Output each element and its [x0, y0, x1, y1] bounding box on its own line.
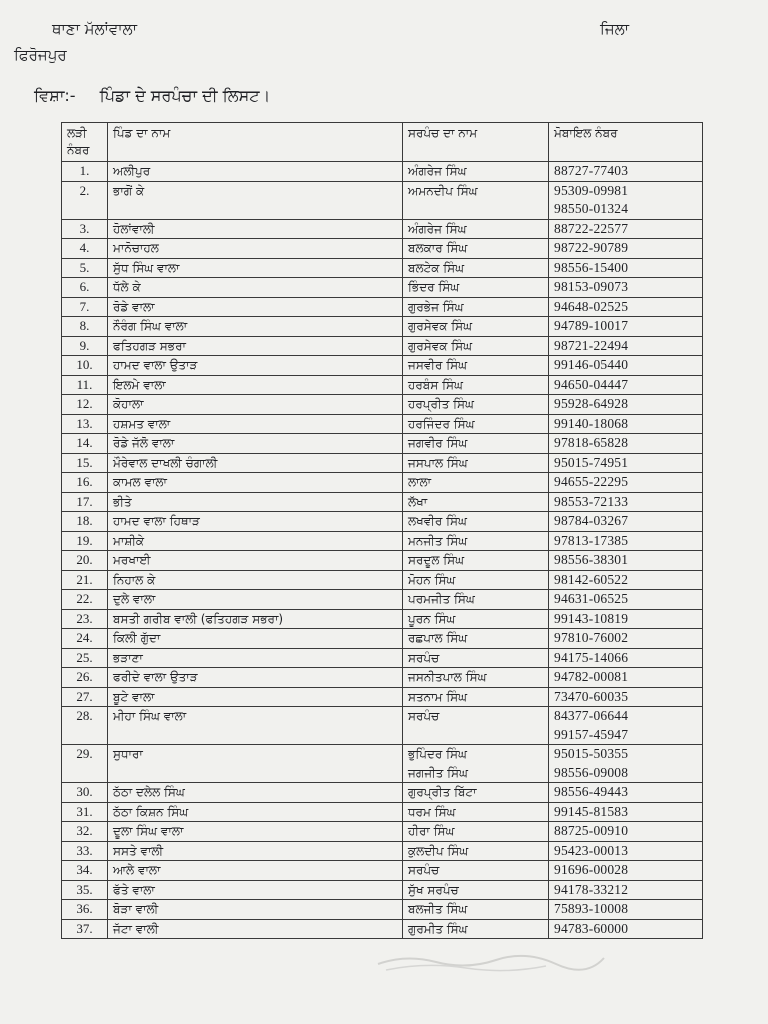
sarpanch-cell [403, 648, 549, 668]
sarpanch-cell [403, 356, 549, 376]
mobile-number: 99146-05440 [554, 357, 629, 372]
serial-cell: 10. [62, 356, 108, 376]
sarpanch-name: ਗੁਰਸੇਵਕ ਸਿੰਘ [408, 338, 473, 353]
serial-cell: 1. [62, 162, 108, 182]
sarpanch-cell [403, 802, 549, 822]
sarpanch-name: ਜਸਵੀਰ ਸਿੰਘ [408, 358, 467, 372]
sarpanch-cell [403, 453, 549, 473]
serial-cell: 9. [62, 336, 108, 356]
mobile-number: 88722-22577 [554, 220, 629, 236]
sarpanch-cell [403, 219, 549, 239]
serial-cell: 35. [62, 880, 108, 900]
sarpanch-name: ਸੁੱਖ ਸਰਪੰਚ [408, 882, 459, 897]
mobile-cell [549, 861, 703, 881]
sarpanch-name: ਭਿੰਦਰ ਸਿੰਘ [408, 280, 460, 294]
sarpanch-name: ਹਰਪ੍ਰੀਤ ਸਿੰਘ [408, 397, 474, 411]
village-cell: ਧੱਲੇ ਕੇ [108, 278, 403, 298]
subject-line [34, 86, 270, 106]
mobile-number: 75893-10008 [554, 901, 629, 916]
table-row [62, 861, 703, 881]
mobile-cell [549, 880, 703, 900]
sarpanch-cell [403, 278, 549, 298]
table-row [62, 687, 703, 707]
village-cell: ਇਲਮੇ ਵਾਲਾ [108, 375, 403, 395]
mobile-cell [549, 668, 703, 688]
subject-text: ਪਿੰਡਾ ਦੇ ਸਰਪੰਚਾ ਦੀ ਲਿਸਟ। [99, 86, 271, 105]
sarpanch-name: ਮੋਹਨ ਸਿੰਘ [408, 572, 456, 587]
mobile-number: 91696-00028 [554, 862, 629, 877]
mobile-cell [549, 609, 703, 629]
mobile-number: 94631-06525 [554, 591, 629, 606]
serial-cell: 28. [62, 707, 108, 745]
sarpanch-name: ਸਰਪੰਚ [408, 863, 440, 877]
mobile-cell [549, 239, 703, 259]
mobile-cell [549, 707, 703, 745]
mobile-cell [549, 900, 703, 920]
sarpanch-name: ਸਰਦੂਲ ਸਿੰਘ [408, 553, 465, 567]
sarpanch-name: ਹੀਰਾ ਸਿੰਘ [408, 824, 455, 838]
sarpanch-name: ਧਰਮ ਸਿੰਘ [408, 804, 456, 819]
village-cell: ਠੱਠਾ ਕਿਸ਼ਨ ਸਿੰਘ [108, 802, 403, 822]
table-row [62, 356, 703, 376]
sarpanch-name: ਬਲਜੀਤ ਸਿੰਘ [408, 902, 468, 916]
sarpanch-name: ਗੁਰਭੇਜ ਸਿੰਘ [408, 299, 464, 314]
mobile-number: 98722-90789 [554, 240, 629, 255]
village-cell: ਫੱਤੇ ਵਾਲਾ [108, 880, 403, 900]
table-row [62, 414, 703, 434]
village-cell: ਬਸਤੀ ਗਰੀਬ ਵਾਲੀ (ਫਤਿਹਗੜ ਸਭਰਾ) [108, 609, 403, 629]
sarpanch-cell [403, 551, 549, 571]
table-row [62, 239, 703, 259]
mobile-number: 94783-60000 [554, 920, 629, 936]
serial-cell: 22. [62, 590, 108, 610]
village-cell: ਹਸ਼ਮਤ ਵਾਲਾ [108, 414, 403, 434]
sarpanch-cell [403, 919, 549, 939]
mobile-number: 97813-17385 [554, 532, 629, 548]
table-body [62, 162, 703, 939]
column-header-village: ਪਿੰਡ ਦਾ ਨਾਮ [108, 123, 403, 162]
village-cell: ਠੱਠਾ ਦਲੇਲ ਸਿੰਘ [108, 783, 403, 803]
mobile-number: 88725-00910 [554, 823, 629, 838]
mobile-number: 98556-09008 [554, 764, 629, 780]
mobile-number: 98550-01324 [554, 201, 629, 216]
table-row [62, 668, 703, 688]
serial-cell: 14. [62, 434, 108, 454]
sarpanch-cell [403, 434, 549, 454]
sarpanch-cell [403, 861, 549, 881]
sarpanch-name: ਮਨਜੀਤ ਸਿੰਘ [408, 533, 468, 548]
table-row [62, 278, 703, 298]
sarpanch-cell [403, 629, 549, 649]
column-header-sarpanch: ਸਰਪੰਚ ਦਾ ਨਾਮ [403, 123, 549, 162]
sarpanch-name: ਸਰਪੰਚ [408, 650, 440, 665]
serial-cell: 31. [62, 802, 108, 822]
serial-cell: 20. [62, 551, 108, 571]
serial-cell: 36. [62, 900, 108, 920]
mobile-number: 95928-64928 [554, 396, 629, 411]
table-row [62, 822, 703, 842]
mobile-cell [549, 414, 703, 434]
sarpanch-name: ਲੱਖਾ [408, 494, 428, 509]
district-label: ਜਿਲਾ [600, 20, 630, 38]
sarpanch-cell [403, 707, 549, 745]
table-row [62, 919, 703, 939]
serial-cell: 27. [62, 687, 108, 707]
sarpanch-name: ਰਛਪਾਲ ਸਿੰਘ [408, 631, 468, 645]
table-row [62, 219, 703, 239]
village-cell: ਹਾਮਦ ਵਾਲਾ ਉਤਾੜ [108, 356, 403, 376]
village-cell: ਕਾਮਲ ਵਾਲਾ [108, 473, 403, 493]
serial-cell: 23. [62, 609, 108, 629]
mobile-number: 73470-60035 [554, 688, 629, 704]
village-cell: ਸੁੱਧ ਸਿੰਘ ਵਾਲਾ [108, 258, 403, 278]
serial-cell: 4. [62, 239, 108, 259]
serial-cell: 26. [62, 668, 108, 688]
mobile-cell [549, 297, 703, 317]
serial-cell: 8. [62, 317, 108, 337]
village-cell: ਨੌਰੰਗ ਸਿੰਘ ਵਾਲਾ [108, 317, 403, 337]
mobile-cell [549, 512, 703, 532]
table-row [62, 802, 703, 822]
sarpanch-cell [403, 512, 549, 532]
sarpanch-cell [403, 162, 549, 182]
sarpanch-name: ਜਗਵੀਰ ਸਿੰਘ [408, 436, 468, 450]
mobile-cell [549, 745, 703, 783]
village-cell: ਭਾਗੋਂ ਕੇ [108, 181, 403, 219]
sarpanch-name: ਸਤਨਾਮ ਸਿੰਘ [408, 689, 468, 704]
village-cell: ਰੋਡੇ ਵਾਲਾ [108, 297, 403, 317]
sarpanch-cell [403, 570, 549, 590]
table-row [62, 551, 703, 571]
sarpanch-cell [403, 687, 549, 707]
column-header-serial: ਲੜੀ ਨੰਬਰ [62, 123, 108, 162]
sarpanch-cell [403, 473, 549, 493]
village-cell: ਦੂਲਾ ਸਿੰਘ ਵਾਲਾ [108, 822, 403, 842]
mobile-number: 95423-00013 [554, 842, 629, 858]
village-cell: ਕੋਹਾਲਾ [108, 395, 403, 415]
mobile-number: 98721-22494 [554, 337, 629, 353]
mobile-cell [549, 492, 703, 512]
mobile-number: 95015-74951 [554, 454, 629, 470]
mobile-number: 94655-22295 [554, 474, 629, 489]
column-header-mobile: ਮੋਬਾਇਲ ਨੰਬਰ [549, 123, 703, 162]
village-cell: ਫਤਿਹਗੜ ਸਭਰਾ [108, 336, 403, 356]
mobile-number: 94650-04447 [554, 376, 629, 392]
mobile-cell [549, 919, 703, 939]
village-cell: ਮਾਨੋਚਾਹਲ [108, 239, 403, 259]
serial-cell: 32. [62, 822, 108, 842]
village-cell: ਆਲੇ ਵਾਲਾ [108, 861, 403, 881]
mobile-number: 95309-09981 [554, 182, 629, 198]
mobile-cell [549, 531, 703, 551]
village-cell: ਸਸਤੇ ਵਾਲੀ [108, 841, 403, 861]
mobile-number: 88727-77403 [554, 163, 629, 178]
village-cell: ਮਾਸ਼ੀਕੇ [108, 531, 403, 551]
village-cell: ਮੌਰੇਵਾਲ ਦਾਖਲੀ ਚੰਗਾਲੀ [108, 453, 403, 473]
sarpanch-name: ਪਰਮਜੀਤ ਸਿੰਘ [408, 592, 475, 606]
table-row [62, 783, 703, 803]
table-row [62, 473, 703, 493]
mobile-cell [549, 802, 703, 822]
mobile-cell [549, 375, 703, 395]
table-row [62, 453, 703, 473]
serial-cell: 21. [62, 570, 108, 590]
mobile-number: 98153-09073 [554, 279, 629, 294]
sarpanch-cell [403, 492, 549, 512]
table-row [62, 512, 703, 532]
sarpanch-name: ਲਾਲਾ [408, 475, 432, 489]
mobile-number: 99143-10819 [554, 610, 629, 626]
mobile-number: 94175-14066 [554, 649, 629, 665]
village-cell: ਬੋੜਾ ਵਾਲੀ [108, 900, 403, 920]
village-cell: ਕਿਲੀ ਗੁੱਦਾ [108, 629, 403, 649]
serial-cell: 30. [62, 783, 108, 803]
table-row [62, 162, 703, 182]
table-row [62, 336, 703, 356]
serial-cell: 5. [62, 258, 108, 278]
mobile-cell [549, 317, 703, 337]
mobile-number: 99145-81583 [554, 803, 629, 819]
serial-cell: 7. [62, 297, 108, 317]
sarpanch-cell [403, 900, 549, 920]
district-name: ਫਿਰੋਜਪੁਰ [14, 46, 67, 64]
serial-cell: 2. [62, 181, 108, 219]
sarpanch-name: ਜਗਜੀਤ ਸਿੰਘ [408, 765, 468, 780]
sarpanch-cell [403, 239, 549, 259]
sarpanch-cell [403, 395, 549, 415]
sarpanch-cell [403, 745, 549, 783]
subject-label: ਵਿਸ਼ਾ:- [34, 86, 76, 105]
village-cell: ਮੀਹਾ ਸਿੰਘ ਵਾਲਾ [108, 707, 403, 745]
sarpanch-name: ਗੁਰਮੀਤ ਸਿੰਘ [408, 921, 468, 936]
serial-cell: 33. [62, 841, 108, 861]
sarpanch-cell [403, 414, 549, 434]
table-row [62, 900, 703, 920]
table-row [62, 570, 703, 590]
table-row [62, 590, 703, 610]
mobile-cell [549, 395, 703, 415]
mobile-cell [549, 181, 703, 219]
serial-cell: 24. [62, 629, 108, 649]
mobile-cell [549, 336, 703, 356]
mobile-number: 98553-72133 [554, 493, 629, 509]
sarpanch-name: ਅੰਗਰੇਜ ਸਿੰਘ [408, 164, 467, 178]
mobile-cell [549, 841, 703, 861]
sarpanch-table [61, 122, 703, 939]
table-row [62, 531, 703, 551]
serial-cell: 17. [62, 492, 108, 512]
sarpanch-cell [403, 880, 549, 900]
table-row [62, 609, 703, 629]
serial-cell: 18. [62, 512, 108, 532]
village-cell: ਹੋਲਾਂਵਾਲੀ [108, 219, 403, 239]
mobile-number: 98784-03267 [554, 513, 629, 528]
sarpanch-cell [403, 668, 549, 688]
mobile-cell [549, 570, 703, 590]
mobile-number: 95015-50355 [554, 746, 629, 761]
serial-cell: 11. [62, 375, 108, 395]
mobile-number: 97818-65828 [554, 435, 629, 450]
sarpanch-name: ਜਸਨੀਤਪਾਲ ਸਿੰਘ [408, 670, 487, 684]
village-cell: ਫਰੀਦੇ ਵਾਲਾ ਉਤਾੜ [108, 668, 403, 688]
table-row [62, 841, 703, 861]
mobile-cell [549, 162, 703, 182]
sarpanch-cell [403, 258, 549, 278]
mobile-cell [549, 434, 703, 454]
serial-cell: 16. [62, 473, 108, 493]
mobile-cell [549, 258, 703, 278]
serial-cell: 3. [62, 219, 108, 239]
sarpanch-cell [403, 783, 549, 803]
table-header-row [62, 123, 703, 162]
sarpanch-cell [403, 590, 549, 610]
sarpanch-cell [403, 375, 549, 395]
sarpanch-cell [403, 609, 549, 629]
mobile-number: 98556-49443 [554, 784, 629, 799]
serial-cell: 19. [62, 531, 108, 551]
mobile-cell [549, 219, 703, 239]
table-row [62, 181, 703, 219]
table-row [62, 707, 703, 745]
table-row [62, 492, 703, 512]
serial-cell: 13. [62, 414, 108, 434]
sarpanch-cell [403, 317, 549, 337]
sarpanch-cell [403, 297, 549, 317]
serial-cell: 15. [62, 453, 108, 473]
sarpanch-name: ਸਰਪੰਚ [408, 709, 440, 723]
serial-cell: 29. [62, 745, 108, 783]
mobile-cell [549, 648, 703, 668]
sarpanch-name: ਭੁਪਿੰਦਰ ਸਿੰਘ [408, 747, 467, 761]
police-station-name: ਥਾਣਾ ਮੱਲਾਂਵਾਲਾ [52, 20, 137, 38]
mobile-cell [549, 590, 703, 610]
sarpanch-name: ਅੰਗਰੇਜ ਸਿੰਘ [408, 221, 467, 236]
sarpanch-name: ਹਰਬੰਸ ਸਿੰਘ [408, 377, 463, 392]
table-row [62, 880, 703, 900]
sarpanch-cell [403, 822, 549, 842]
table-row [62, 258, 703, 278]
mobile-number: 99157-45947 [554, 726, 629, 742]
table-row [62, 317, 703, 337]
mobile-number: 84377-06644 [554, 708, 629, 723]
table-row [62, 297, 703, 317]
mobile-number: 94782-00081 [554, 669, 629, 684]
serial-cell: 34. [62, 861, 108, 881]
serial-cell: 6. [62, 278, 108, 298]
mobile-number: 94178-33212 [554, 881, 629, 897]
mobile-cell [549, 687, 703, 707]
sarpanch-name: ਅਮਨਦੀਪ ਸਿੰਘ [408, 183, 478, 198]
mobile-number: 97810-76002 [554, 630, 629, 645]
village-cell: ਸੁਧਾਰਾ [108, 745, 403, 783]
mobile-number: 94789-10017 [554, 318, 629, 333]
table-row [62, 375, 703, 395]
mobile-cell [549, 551, 703, 571]
mobile-number: 98556-38301 [554, 552, 629, 567]
faded-stamp-mark [376, 948, 606, 976]
sarpanch-name: ਪੂਰਨ ਸਿੰਘ [408, 611, 456, 626]
mobile-cell [549, 356, 703, 376]
village-cell: ਨਿਹਾਲ ਕੇ [108, 570, 403, 590]
sarpanch-name: ਗੁਰਸੇਵਕ ਸਿੰਘ [408, 319, 473, 333]
sarpanch-cell [403, 336, 549, 356]
table-row [62, 648, 703, 668]
sarpanch-cell [403, 841, 549, 861]
mobile-cell [549, 822, 703, 842]
village-cell: ਅਲੀਪੁਰ [108, 162, 403, 182]
table-row [62, 395, 703, 415]
sarpanch-cell [403, 531, 549, 551]
mobile-number: 94648-02525 [554, 298, 629, 314]
sarpanch-name: ਬਲਟੇਕ ਸਿੰਘ [408, 260, 465, 275]
village-cell: ਭੜਾਣਾ [108, 648, 403, 668]
village-cell: ਜੱਟਾ ਵਾਲੀ [108, 919, 403, 939]
village-cell: ਮਰਖਾਈ [108, 551, 403, 571]
village-cell: ਦੁਲੇ ਵਾਲਾ [108, 590, 403, 610]
serial-cell: 37. [62, 919, 108, 939]
village-cell: ਰੋਡੇ ਜੱਲੋ ਵਾਲਾ [108, 434, 403, 454]
mobile-number: 98556-15400 [554, 259, 629, 275]
mobile-number: 99140-18068 [554, 415, 629, 431]
sarpanch-name: ਲਖਵੀਰ ਸਿੰਘ [408, 514, 467, 528]
mobile-cell [549, 629, 703, 649]
mobile-number: 98142-60522 [554, 571, 629, 587]
sarpanch-name: ਹਰਜਿੰਦਰ ਸਿੰਘ [408, 416, 475, 431]
sarpanch-name: ਗੁਰਪ੍ਰੀਤ ਬਿੱਟਾ [408, 785, 477, 799]
sarpanch-cell [403, 181, 549, 219]
village-cell: ਭੀਤੇ [108, 492, 403, 512]
mobile-cell [549, 278, 703, 298]
village-cell: ਬੂਟੇ ਵਾਲਾ [108, 687, 403, 707]
mobile-cell [549, 473, 703, 493]
mobile-cell [549, 783, 703, 803]
sarpanch-name: ਜਸਪਾਲ ਸਿੰਘ [408, 455, 468, 470]
mobile-cell [549, 453, 703, 473]
sarpanch-name: ਕੁਲਦੀਪ ਸਿੰਘ [408, 843, 469, 858]
serial-cell: 25. [62, 648, 108, 668]
serial-cell: 12. [62, 395, 108, 415]
table-row [62, 434, 703, 454]
table-row [62, 745, 703, 783]
table-row [62, 629, 703, 649]
sarpanch-name: ਬਲਕਾਰ ਸਿੰਘ [408, 241, 468, 255]
village-cell: ਹਾਮਦ ਵਾਲਾ ਹਿਥਾੜ [108, 512, 403, 532]
